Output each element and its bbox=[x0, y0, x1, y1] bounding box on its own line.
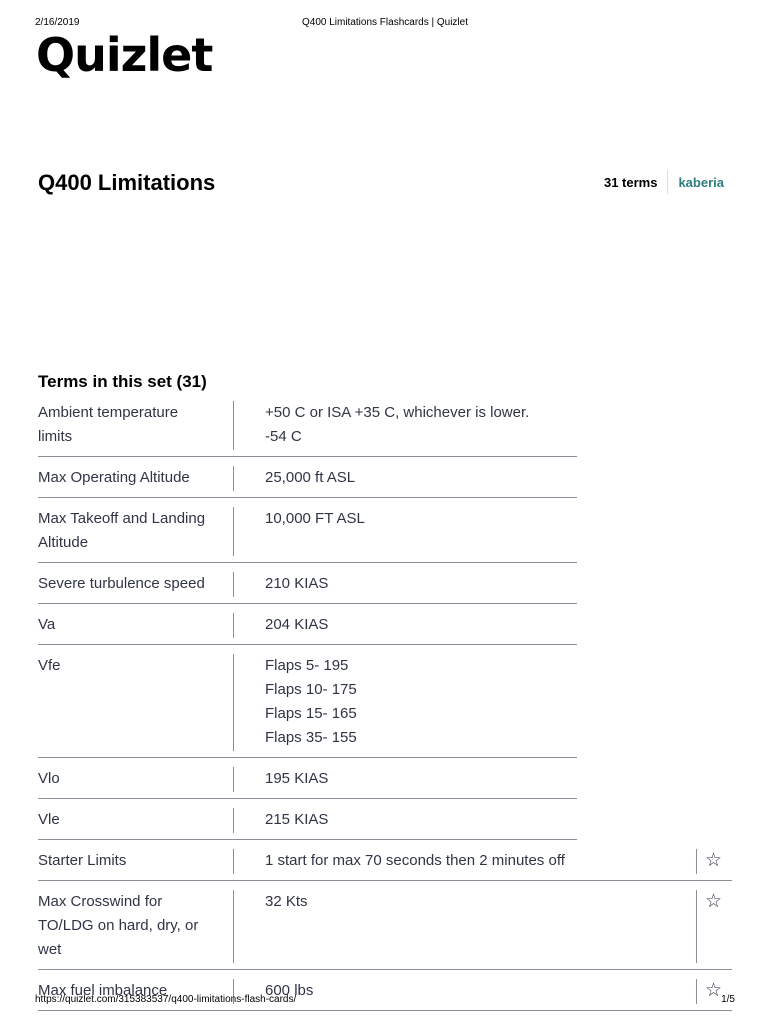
row-divider bbox=[38, 757, 577, 758]
print-page-title: Q400 Limitations Flashcards | Quizlet bbox=[301, 17, 468, 28]
print-footer bbox=[35, 994, 735, 1008]
star-divider bbox=[696, 849, 697, 874]
print-page-number: 1/5 bbox=[721, 994, 735, 1005]
term-row bbox=[38, 613, 732, 645]
row-divider bbox=[38, 880, 732, 881]
definition-text: 1 start for max 70 seconds then 2 minutes off bbox=[265, 852, 565, 869]
row-divider bbox=[38, 456, 577, 457]
column-divider bbox=[233, 890, 234, 963]
term-row bbox=[38, 572, 732, 604]
star-divider bbox=[696, 890, 697, 963]
term-text: Ambient temperature limits bbox=[38, 404, 179, 445]
term-count: 31 terms bbox=[603, 174, 658, 190]
row-divider bbox=[38, 497, 577, 498]
column-divider bbox=[233, 849, 234, 874]
definition-text: 600 lbs bbox=[265, 982, 314, 999]
row-divider bbox=[38, 644, 577, 645]
definition-text: 25,000 ft ASL bbox=[265, 469, 356, 486]
terms-heading: Terms in this set (31) bbox=[38, 372, 207, 391]
column-divider bbox=[233, 613, 234, 638]
term-text: Vfe bbox=[38, 657, 61, 674]
definition-text: 195 KIAS bbox=[265, 770, 329, 787]
set-meta bbox=[604, 170, 724, 194]
term-text: Va bbox=[38, 616, 56, 633]
term-row bbox=[38, 654, 732, 758]
row-divider bbox=[38, 839, 577, 840]
term-text: Vle bbox=[38, 811, 60, 828]
definition-text: 32 Kts bbox=[265, 893, 308, 910]
star-icon[interactable]: ☆ bbox=[705, 891, 723, 912]
column-divider bbox=[233, 507, 234, 556]
term-row bbox=[38, 890, 732, 970]
term-row bbox=[38, 767, 732, 799]
definition-text: Flaps 5- 195 Flaps 10- 175 Flaps 15- 165 Flaps 35- 155 bbox=[265, 657, 357, 746]
term-row bbox=[38, 849, 732, 881]
term-text: Severe turbulence speed bbox=[38, 575, 205, 592]
author-link[interactable]: kaberia bbox=[678, 174, 724, 190]
row-divider bbox=[38, 1010, 732, 1011]
column-divider bbox=[233, 572, 234, 597]
term-row bbox=[38, 466, 732, 498]
row-divider bbox=[38, 562, 577, 563]
print-date: 2/16/2019 bbox=[35, 17, 80, 28]
definition-text: 10,000 FT ASL bbox=[265, 510, 365, 527]
definition-text: 210 KIAS bbox=[265, 575, 329, 592]
row-divider bbox=[38, 603, 577, 604]
definition-text: 204 KIAS bbox=[265, 616, 329, 633]
term-text: Max Takeoff and Landing Altitude bbox=[38, 510, 206, 551]
star-icon[interactable]: ☆ bbox=[705, 850, 723, 871]
row-divider bbox=[38, 969, 732, 970]
term-text: Max Crosswind for TO/LDG on hard, dry, or wet bbox=[38, 893, 199, 958]
set-title: Q400 Limitations bbox=[38, 170, 216, 195]
star-icon[interactable]: ☆ bbox=[705, 980, 723, 1001]
column-divider bbox=[233, 808, 234, 833]
term-row bbox=[38, 808, 732, 840]
term-text: Starter Limits bbox=[38, 852, 127, 869]
print-url: https://quizlet.com/315383537/q400-limitations-flash-cards/ bbox=[35, 994, 297, 1005]
column-divider bbox=[233, 767, 234, 792]
definition-text: +50 C or ISA +35 C, whichever is lower. -54 C bbox=[265, 404, 530, 445]
term-list bbox=[38, 401, 732, 1020]
column-divider bbox=[233, 654, 234, 751]
term-text: Max Operating Altitude bbox=[38, 469, 190, 486]
term-text: Max fuel imbalance bbox=[38, 982, 168, 999]
term-row bbox=[38, 507, 732, 563]
term-row bbox=[38, 401, 732, 457]
column-divider bbox=[233, 401, 234, 450]
definition-text: 215 KIAS bbox=[265, 811, 329, 828]
column-divider bbox=[233, 466, 234, 491]
quizlet-logo[interactable]: Quizlet bbox=[36, 28, 213, 82]
row-divider bbox=[38, 798, 577, 799]
term-text: Vlo bbox=[38, 770, 60, 787]
